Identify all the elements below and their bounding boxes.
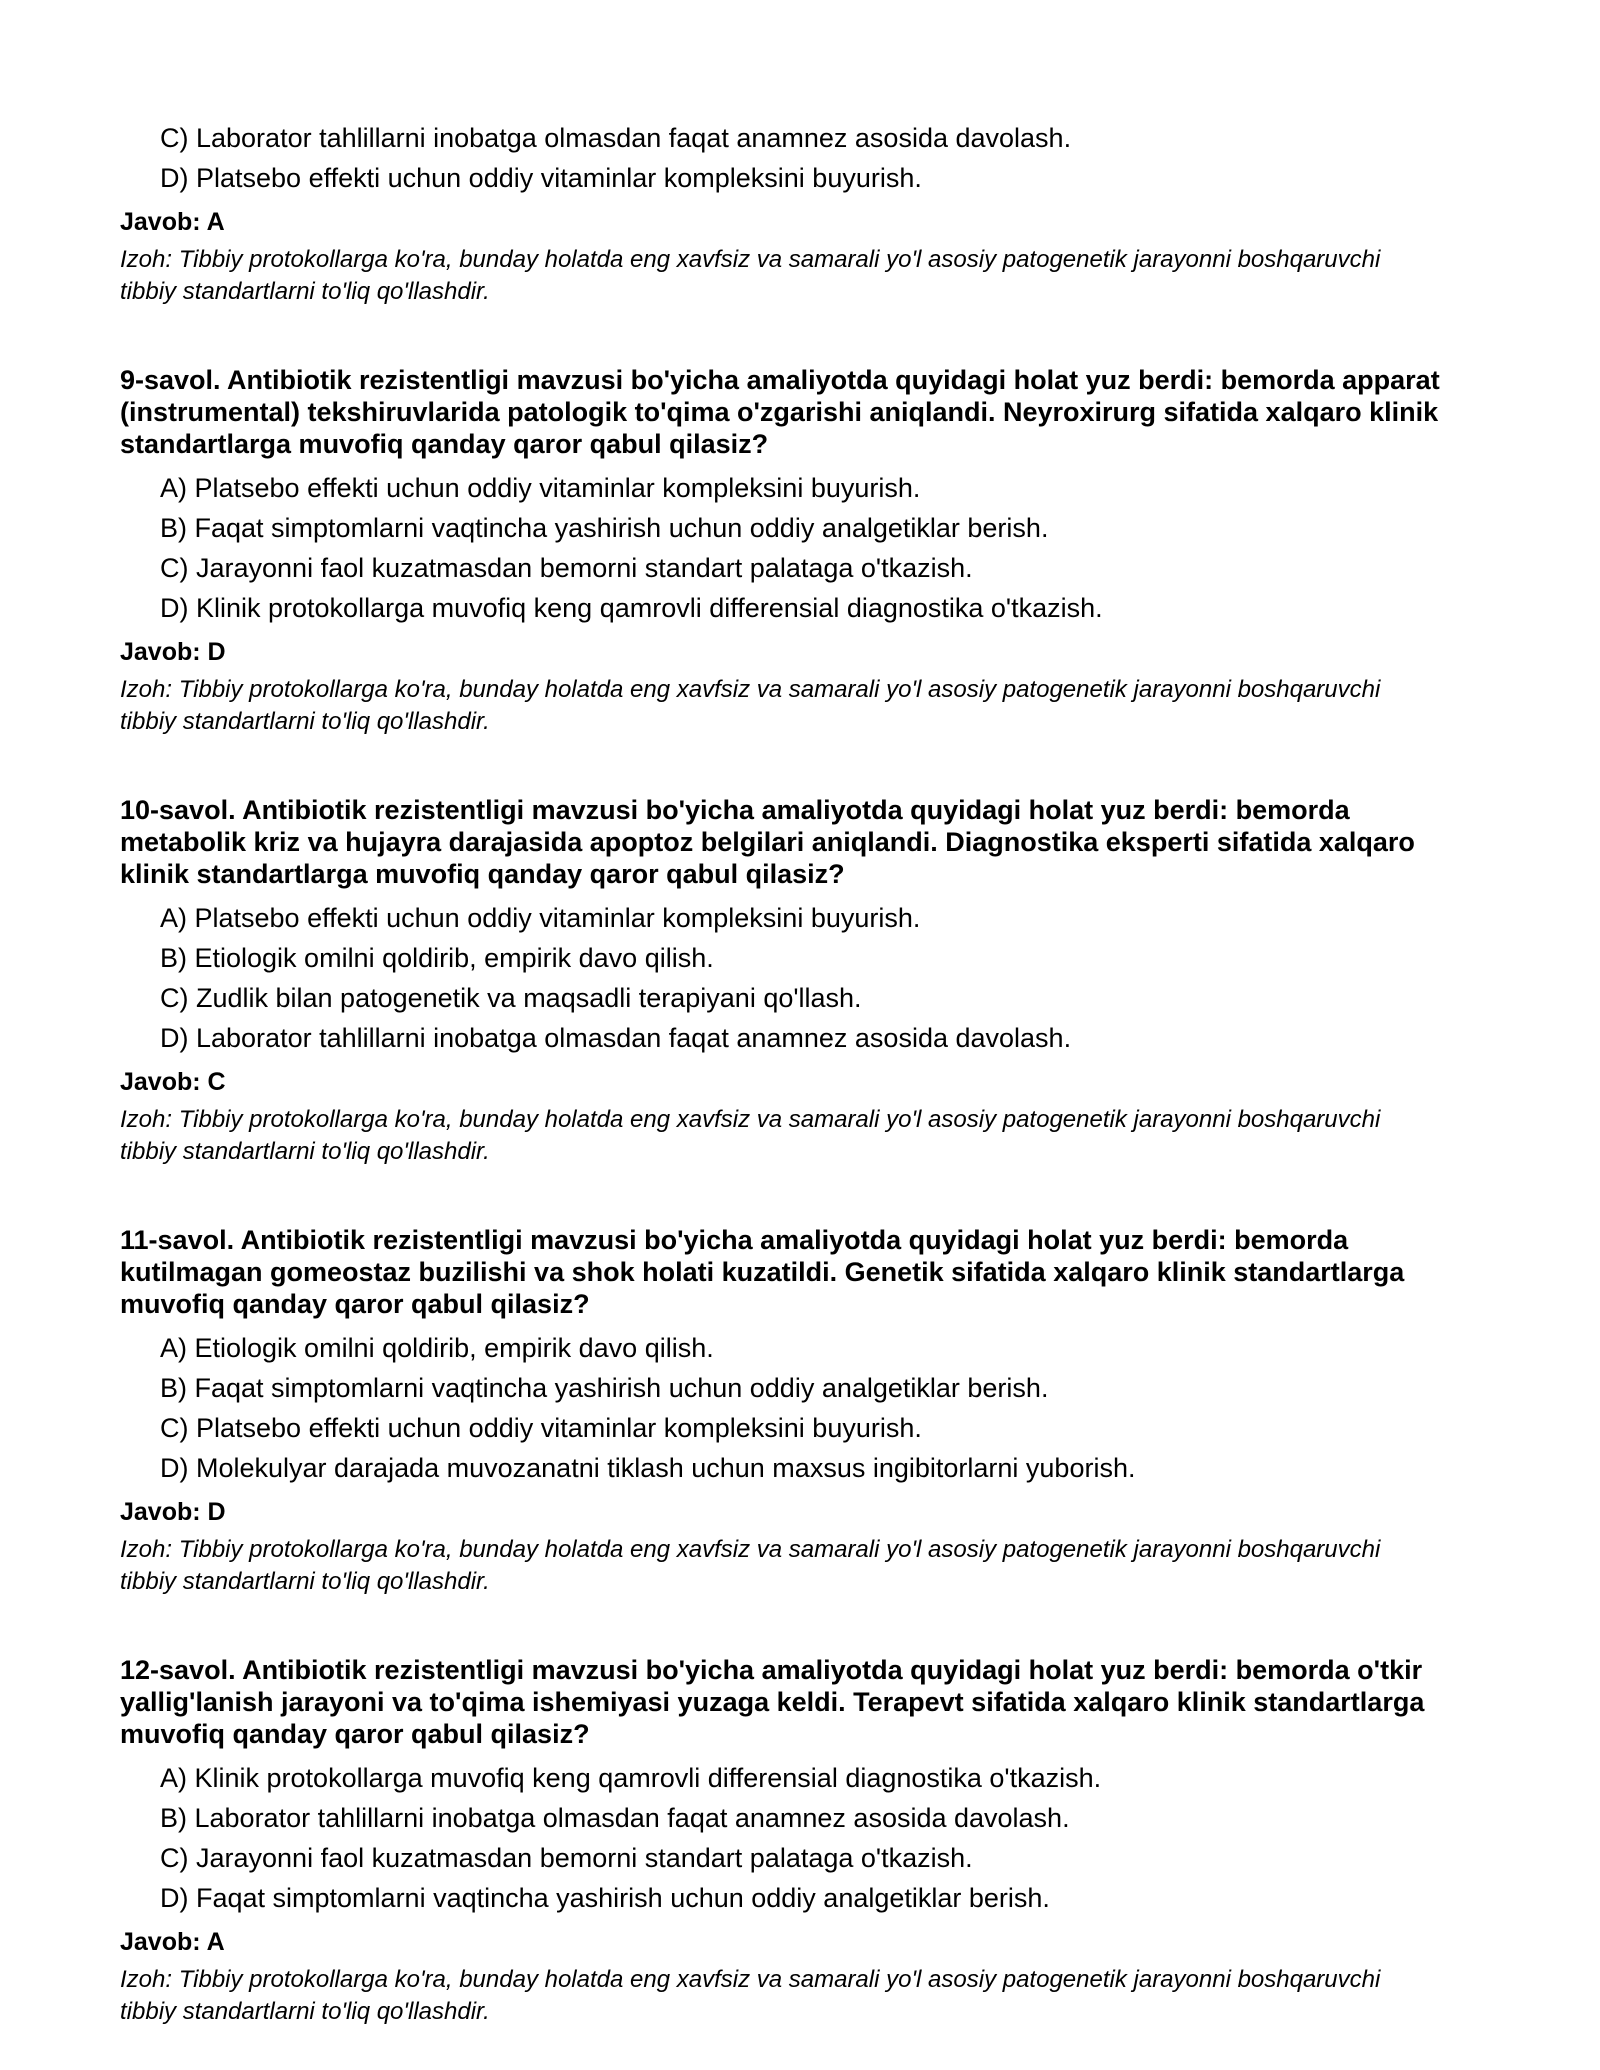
question-9 [120,364,1480,738]
option-a: A) Klinik protokollarga muvofiq keng qamrovli differensial diagnostika o'tkazish. [160,1763,1102,1793]
option-c: C) Laborator tahlillarni inobatga olmasdan faqat anamnez asosida davolash. [160,123,1072,153]
option-b: B) Etiologik omilni qoldirib, empirik davo qilish. [160,943,714,973]
option-d: D) Faqat simptomlarni vaqtincha yashirish uchun oddiy analgetiklar berish. [160,1883,1050,1913]
option-c: C) Jarayonni faol kuzatmasdan bemorni standart palataga o'tkazish. [160,553,973,583]
document-page [120,118,1480,2028]
option-b: B) Faqat simptomlarni vaqtincha yashirish uchun oddiy analgetiklar berish. [160,513,1049,543]
explanation-note: Izoh: Tibbiy protokollarga ko'ra, bunday holatda eng xavfsiz va samarali yo'l asosiy patogenetik jarayonni boshqaruvchi tibbiy standartlarni to'liq qo'llashdir. [120,676,1381,735]
answer-label: Javob: D [120,1498,226,1526]
question-11 [120,1224,1480,1598]
question-8-tail [120,118,1480,308]
question-title: 10-savol. Antibiotik rezistentligi mavzusi bo'yicha amaliyotda quyidagi holat yuz berdi: bemorda metabolik kriz va hujayra darajasida apoptoz belgilari aniqlandi. Diagnostika eksperti sifatida xalqaro klinik standartlarga muvofiq qanday qaror qabul qilasiz? [120,795,1415,889]
answer-label: Javob: D [120,638,226,666]
explanation-note: Izoh: Tibbiy protokollarga ko'ra, bunday holatda eng xavfsiz va samarali yo'l asosiy patogenetik jarayonni boshqaruvchi tibbiy standartlarni to'liq qo'llashdir. [120,1536,1381,1595]
answer-label: Javob: A [120,208,225,236]
explanation-note: Izoh: Tibbiy protokollarga ko'ra, bunday holatda eng xavfsiz va samarali yo'l asosiy patogenetik jarayonni boshqaruvchi tibbiy standartlarni to'liq qo'llashdir. [120,1966,1381,2025]
option-b: B) Laborator tahlillarni inobatga olmasdan faqat anamnez asosida davolash. [160,1803,1070,1833]
option-d: D) Laborator tahlillarni inobatga olmasdan faqat anamnez asosida davolash. [160,1023,1072,1053]
option-d: D) Klinik protokollarga muvofiq keng qamrovli differensial diagnostika o'tkazish. [160,593,1103,623]
question-12 [120,1654,1480,2028]
option-c: C) Zudlik bilan patogenetik va maqsadli terapiyani qo'llash. [160,983,862,1013]
question-title: 12-savol. Antibiotik rezistentligi mavzusi bo'yicha amaliyotda quyidagi holat yuz berdi: bemorda o'tkir yallig'lanish jarayoni va to'qima ishemiyasi yuzaga keldi. Terapevt sifatida xalqaro klinik standartlarga muvofiq qanday qaror qabul qilasiz? [120,1655,1425,1749]
answer-label: Javob: A [120,1928,225,1956]
option-d: D) Platsebo effekti uchun oddiy vitaminlar kompleksini buyurish. [160,163,922,193]
option-a: A) Platsebo effekti uchun oddiy vitaminlar kompleksini buyurish. [160,473,921,503]
option-c: C) Platsebo effekti uchun oddiy vitaminlar kompleksini buyurish. [160,1413,922,1443]
question-title: 11-savol. Antibiotik rezistentligi mavzusi bo'yicha amaliyotda quyidagi holat yuz berdi: bemorda kutilmagan gomeostaz buzilishi va shok holati kuzatildi. Genetik sifatida xalqaro klinik standartlarga muvofiq qanday qaror qabul qilasiz? [120,1225,1405,1319]
option-d: D) Molekulyar darajada muvozanatni tiklash uchun maxsus ingibitorlarni yuborish. [160,1453,1136,1483]
question-10 [120,794,1480,1168]
option-a: A) Etiologik omilni qoldirib, empirik davo qilish. [160,1333,714,1363]
answer-label: Javob: C [120,1068,226,1096]
question-title: 9-savol. Antibiotik rezistentligi mavzusi bo'yicha amaliyotda quyidagi holat yuz berdi: bemorda apparat (instrumental) tekshiruvlarida patologik to'qima o'zgarishi aniqlandi. Neyroxirurg sifatida xalqaro klinik standartlarga muvofiq qanday qaror qabul qilasiz? [120,365,1440,459]
option-b: B) Faqat simptomlarni vaqtincha yashirish uchun oddiy analgetiklar berish. [160,1373,1049,1403]
explanation-note: Izoh: Tibbiy protokollarga ko'ra, bunday holatda eng xavfsiz va samarali yo'l asosiy patogenetik jarayonni boshqaruvchi tibbiy standartlarni to'liq qo'llashdir. [120,1106,1381,1165]
option-a: A) Platsebo effekti uchun oddiy vitaminlar kompleksini buyurish. [160,903,921,933]
option-c: C) Jarayonni faol kuzatmasdan bemorni standart palataga o'tkazish. [160,1843,973,1873]
explanation-note: Izoh: Tibbiy protokollarga ko'ra, bunday holatda eng xavfsiz va samarali yo'l asosiy patogenetik jarayonni boshqaruvchi tibbiy standartlarni to'liq qo'llashdir. [120,246,1381,305]
